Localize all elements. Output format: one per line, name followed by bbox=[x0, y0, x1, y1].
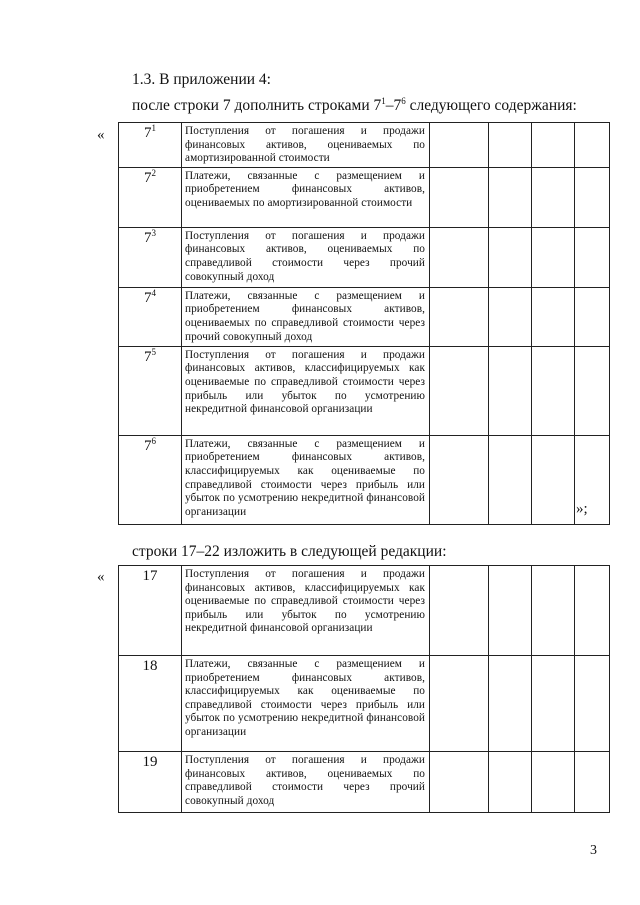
section-heading: 1.3. В приложении 4: bbox=[132, 71, 271, 88]
row-description: Поступления от погашения и продажи финансовых активов, классифицируемых как оцениваемые по справедливой стоимости через прибыль или убыток по усмотрению некредитной финансовой организации bbox=[182, 346, 430, 435]
row-description: Платежи, связанные с размещением и приобретением финансовых активов, классифицируемых как оцениваемые по справедливой стоимости через прибыль или убыток по усмотрению некредитной финансовой организации bbox=[182, 435, 430, 524]
empty-cell bbox=[489, 435, 532, 524]
empty-cell bbox=[532, 346, 575, 435]
empty-cell bbox=[532, 435, 575, 524]
table-row bbox=[119, 435, 610, 524]
empty-cell bbox=[489, 123, 532, 168]
table-row bbox=[119, 656, 610, 752]
row-description: Поступления от погашения и продажи финансовых активов, оцениваемых по справедливой стоимости через прочий совокупный доход bbox=[182, 752, 430, 813]
row-number: $7^5$ bbox=[119, 346, 182, 435]
intro1-dash: –7 bbox=[385, 97, 402, 114]
intro1-sup2: 6 bbox=[401, 95, 406, 106]
table-1 bbox=[118, 122, 610, 525]
empty-cell bbox=[532, 287, 575, 346]
empty-cell bbox=[575, 287, 610, 346]
empty-cell bbox=[575, 566, 610, 656]
close-quote: »; bbox=[576, 501, 588, 517]
empty-cell bbox=[575, 227, 610, 287]
intro1-after: следующего содержания: bbox=[405, 97, 577, 114]
table-row bbox=[119, 287, 610, 346]
empty-cell bbox=[430, 287, 489, 346]
empty-cell bbox=[489, 227, 532, 287]
empty-cell bbox=[532, 566, 575, 656]
intro1-before: после строки 7 дополнить строками 7 bbox=[132, 97, 382, 114]
intro-line-1 bbox=[132, 97, 577, 115]
table-row bbox=[119, 752, 610, 813]
page-number: 3 bbox=[590, 843, 597, 858]
empty-cell bbox=[430, 656, 489, 752]
empty-cell bbox=[575, 656, 610, 752]
row-number: $7^4$ bbox=[119, 287, 182, 346]
empty-cell bbox=[430, 227, 489, 287]
table-2 bbox=[118, 565, 610, 813]
empty-cell bbox=[430, 167, 489, 227]
empty-cell bbox=[575, 346, 610, 435]
empty-cell bbox=[430, 123, 489, 168]
row-description: Платежи, связанные с размещением и приобретением финансовых активов, оцениваемых по амортизированной стоимости bbox=[182, 167, 430, 227]
row-number: 17 bbox=[119, 566, 182, 656]
intro1-sup1: 1 bbox=[381, 95, 386, 106]
table-row bbox=[119, 167, 610, 227]
row-description: Платежи, связанные с размещением и приобретением финансовых активов, классифицируемых как оцениваемые по справедливой стоимости через прибыль или убыток по усмотрению некредитной финансовой организации bbox=[182, 656, 430, 752]
empty-cell bbox=[532, 656, 575, 752]
row-number: 19 bbox=[119, 752, 182, 813]
table-row bbox=[119, 346, 610, 435]
empty-cell bbox=[489, 752, 532, 813]
empty-cell bbox=[532, 123, 575, 168]
empty-cell bbox=[575, 123, 610, 168]
row-description: Поступления от погашения и продажи финансовых активов, оцениваемых по амортизированной стоимости bbox=[182, 123, 430, 168]
row-description: Поступления от погашения и продажи финансовых активов, оцениваемых по справедливой стоимости через прочий совокупный доход bbox=[182, 227, 430, 287]
empty-cell bbox=[575, 167, 610, 227]
row-description: Поступления от погашения и продажи финансовых активов, классифицируемых как оцениваемые по справедливой стоимости через прибыль или убыток по усмотрению некредитной финансовой организации bbox=[182, 566, 430, 656]
row-number: $7^1$ bbox=[119, 123, 182, 168]
empty-cell bbox=[532, 167, 575, 227]
empty-cell bbox=[489, 566, 532, 656]
open-quote-2: « bbox=[97, 569, 105, 585]
empty-cell bbox=[430, 346, 489, 435]
row-number: 18 bbox=[119, 656, 182, 752]
empty-cell bbox=[532, 227, 575, 287]
empty-cell bbox=[532, 752, 575, 813]
table-row bbox=[119, 123, 610, 168]
intro-line-2: строки 17–22 изложить в следующей редакции: bbox=[132, 543, 447, 560]
open-quote-1: « bbox=[97, 127, 105, 143]
empty-cell bbox=[575, 752, 610, 813]
table-row bbox=[119, 566, 610, 656]
row-number: $7^3$ bbox=[119, 227, 182, 287]
empty-cell bbox=[489, 167, 532, 227]
empty-cell bbox=[489, 287, 532, 346]
empty-cell bbox=[430, 566, 489, 656]
table-row bbox=[119, 227, 610, 287]
empty-cell bbox=[430, 752, 489, 813]
row-description: Платежи, связанные с размещением и приобретением финансовых активов, оцениваемых по справедливой стоимости через прочий совокупный доход bbox=[182, 287, 430, 346]
empty-cell bbox=[489, 656, 532, 752]
empty-cell bbox=[489, 346, 532, 435]
row-number: $7^2$ bbox=[119, 167, 182, 227]
empty-cell bbox=[430, 435, 489, 524]
row-number: $7^6$ bbox=[119, 435, 182, 524]
